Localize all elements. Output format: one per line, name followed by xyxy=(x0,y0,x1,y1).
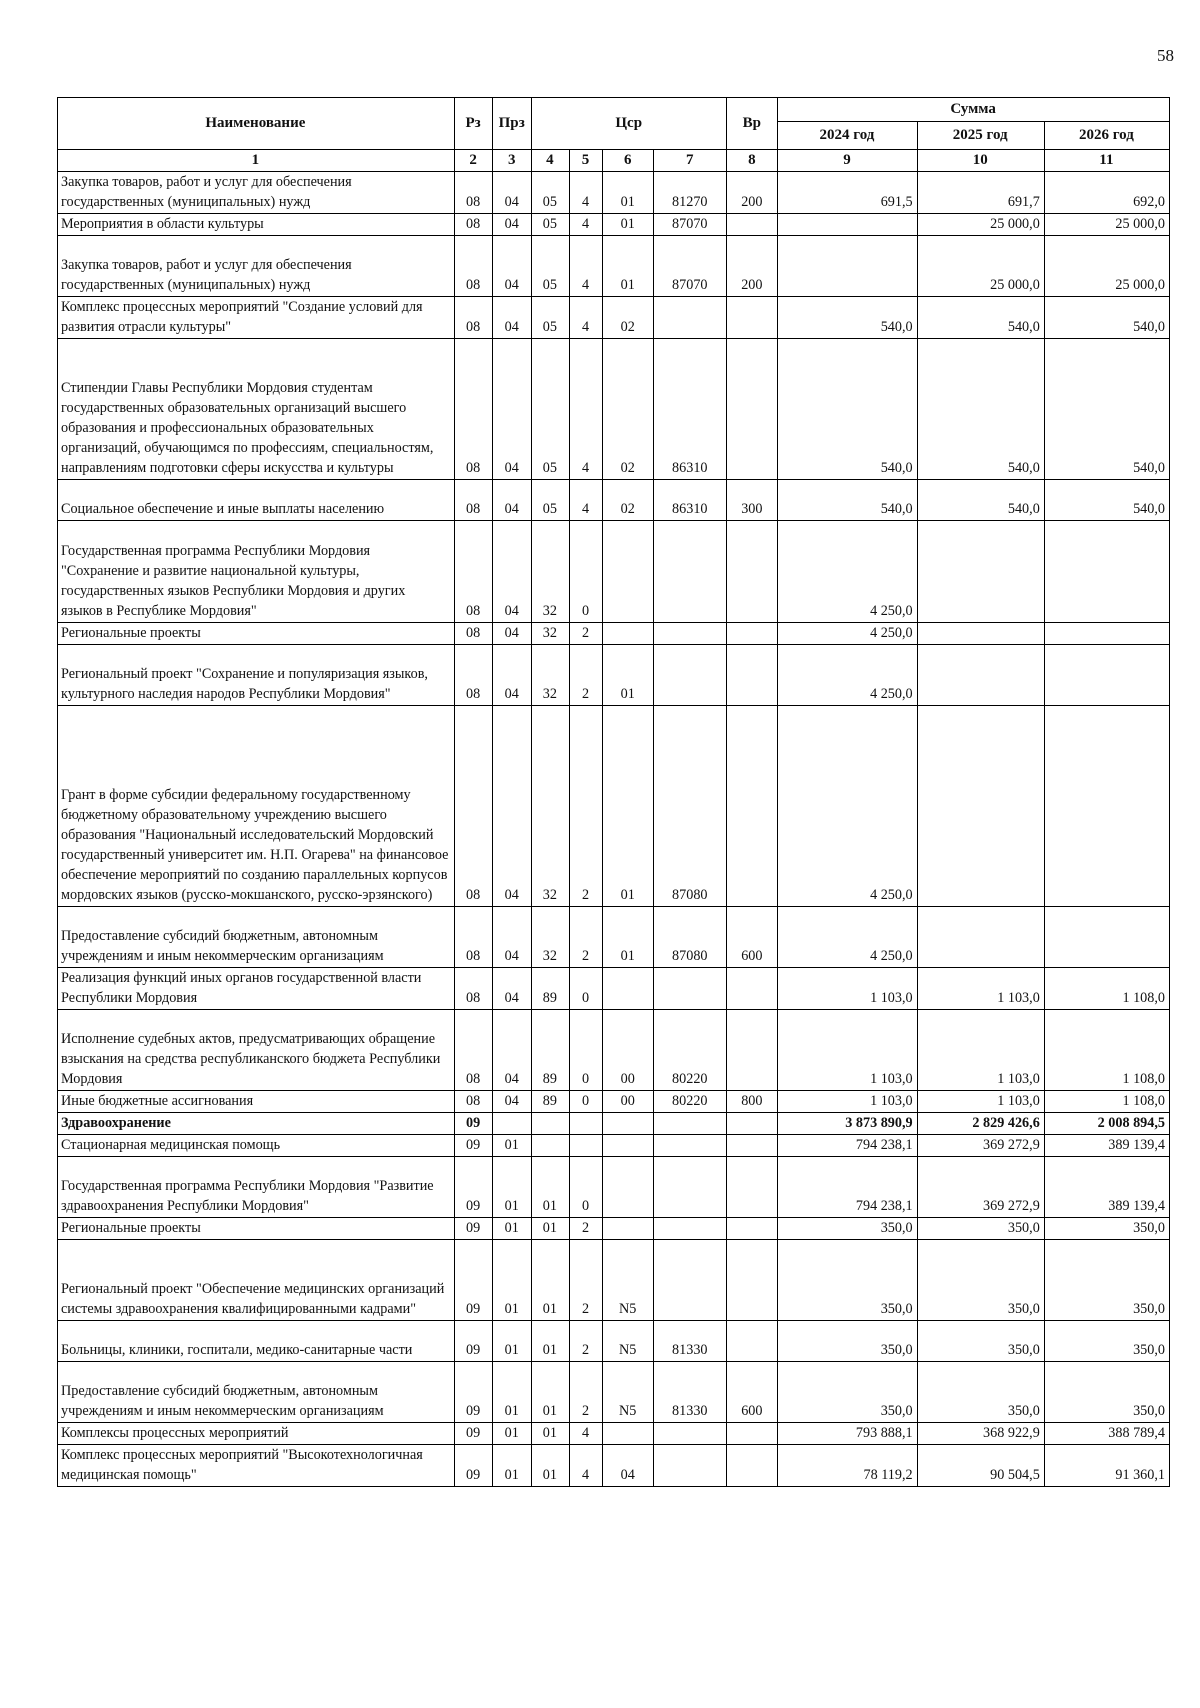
table-row xyxy=(58,339,1170,480)
row-sum-2024: 350,0 xyxy=(778,1321,917,1362)
row-sum-2025 xyxy=(917,706,1044,907)
row-prz: 04 xyxy=(493,1091,532,1113)
column-number-row xyxy=(58,150,1170,172)
row-name: Региональный проект "Сохранение и популяризация языков, культурного наследия народов Республики Мордовия" xyxy=(58,645,455,706)
row-sum-2026: 1 108,0 xyxy=(1044,1091,1169,1113)
row-name: Государственная программа Республики Мордовия "Сохранение и развитие национальной культуры, государственных языков Республики Мордовия и других языков в Республике Мордовия" xyxy=(58,521,455,623)
row-csr-direction xyxy=(654,1240,727,1321)
row-csr-complex: 02 xyxy=(603,339,654,480)
row-csr-complex: 00 xyxy=(603,1010,654,1091)
row-sum-2025: 350,0 xyxy=(917,1362,1044,1423)
row-rz: 08 xyxy=(454,623,493,645)
row-sum-2025 xyxy=(917,645,1044,706)
row-csr-type: 4 xyxy=(569,236,603,297)
row-rz: 08 xyxy=(454,521,493,623)
row-name: Региональный проект "Обеспечение медицинских организаций системы здравоохранения квалифицированными кадрами" xyxy=(58,1240,455,1321)
row-prz: 04 xyxy=(493,645,532,706)
column-number: 3 xyxy=(493,150,532,172)
row-csr-program: 01 xyxy=(532,1321,570,1362)
row-csr-complex xyxy=(603,1113,654,1135)
row-csr-type: 2 xyxy=(569,1240,603,1321)
row-rz: 09 xyxy=(454,1135,493,1157)
row-csr-direction xyxy=(654,1113,727,1135)
row-sum-2024: 350,0 xyxy=(778,1240,917,1321)
column-number: 11 xyxy=(1044,150,1169,172)
row-sum-2024: 540,0 xyxy=(778,339,917,480)
row-vr xyxy=(727,1010,778,1091)
row-name: Стационарная медицинская помощь xyxy=(58,1135,455,1157)
column-number: 5 xyxy=(569,150,603,172)
row-sum-2025 xyxy=(917,623,1044,645)
row-sum-2024 xyxy=(778,236,917,297)
row-vr xyxy=(727,214,778,236)
row-csr-program: 32 xyxy=(532,521,570,623)
row-prz: 01 xyxy=(493,1240,532,1321)
row-name: Закупка товаров, работ и услуг для обеспечения государственных (муниципальных) нужд xyxy=(58,236,455,297)
row-csr-direction: 87070 xyxy=(654,214,727,236)
row-prz: 01 xyxy=(493,1321,532,1362)
row-csr-complex: 00 xyxy=(603,1091,654,1113)
row-rz: 09 xyxy=(454,1240,493,1321)
row-rz: 08 xyxy=(454,706,493,907)
row-csr-type: 4 xyxy=(569,480,603,521)
row-vr xyxy=(727,521,778,623)
row-sum-2025: 90 504,5 xyxy=(917,1445,1044,1487)
row-csr-complex: 01 xyxy=(603,907,654,968)
row-vr xyxy=(727,1321,778,1362)
row-sum-2024: 793 888,1 xyxy=(778,1423,917,1445)
row-csr-type: 2 xyxy=(569,907,603,968)
row-sum-2025: 1 103,0 xyxy=(917,1091,1044,1113)
row-csr-direction: 80220 xyxy=(654,1091,727,1113)
row-prz xyxy=(493,1113,532,1135)
row-csr-program: 32 xyxy=(532,706,570,907)
row-name: Комплекс процессных мероприятий "Высокотехнологичная медицинская помощь" xyxy=(58,1445,455,1487)
row-rz: 09 xyxy=(454,1218,493,1240)
table-row xyxy=(58,236,1170,297)
row-sum-2025: 350,0 xyxy=(917,1218,1044,1240)
row-csr-program: 32 xyxy=(532,907,570,968)
row-name: Закупка товаров, работ и услуг для обеспечения государственных (муниципальных) нужд xyxy=(58,172,455,214)
table-row xyxy=(58,968,1170,1010)
row-sum-2026: 350,0 xyxy=(1044,1240,1169,1321)
row-rz: 08 xyxy=(454,236,493,297)
table-row xyxy=(58,706,1170,907)
row-csr-direction: 86310 xyxy=(654,339,727,480)
row-prz: 04 xyxy=(493,214,532,236)
row-name: Региональные проекты xyxy=(58,1218,455,1240)
row-csr-program: 32 xyxy=(532,645,570,706)
row-sum-2024: 4 250,0 xyxy=(778,706,917,907)
row-sum-2026: 389 139,4 xyxy=(1044,1135,1169,1157)
row-name: Предоставление субсидий бюджетным, автономным учреждениям и иным некоммерческим организациям xyxy=(58,907,455,968)
row-sum-2026: 1 108,0 xyxy=(1044,1010,1169,1091)
row-csr-program: 05 xyxy=(532,339,570,480)
row-csr-program: 05 xyxy=(532,236,570,297)
row-csr-type: 2 xyxy=(569,706,603,907)
row-sum-2024: 4 250,0 xyxy=(778,645,917,706)
table-row xyxy=(58,1321,1170,1362)
row-sum-2025: 2 829 426,6 xyxy=(917,1113,1044,1135)
row-sum-2026: 350,0 xyxy=(1044,1321,1169,1362)
header-vr: Вр xyxy=(727,98,778,150)
row-prz: 01 xyxy=(493,1135,532,1157)
row-vr xyxy=(727,968,778,1010)
row-sum-2025: 540,0 xyxy=(917,339,1044,480)
row-rz: 08 xyxy=(454,1010,493,1091)
row-sum-2026: 692,0 xyxy=(1044,172,1169,214)
row-csr-complex xyxy=(603,521,654,623)
row-prz: 04 xyxy=(493,623,532,645)
row-sum-2024: 691,5 xyxy=(778,172,917,214)
row-csr-type xyxy=(569,1113,603,1135)
row-csr-type: 2 xyxy=(569,1218,603,1240)
row-csr-type: 4 xyxy=(569,339,603,480)
table-row xyxy=(58,1113,1170,1135)
row-csr-program: 01 xyxy=(532,1445,570,1487)
row-sum-2026: 25 000,0 xyxy=(1044,236,1169,297)
row-csr-program: 05 xyxy=(532,297,570,339)
table-row xyxy=(58,1445,1170,1487)
table-row xyxy=(58,907,1170,968)
row-rz: 09 xyxy=(454,1321,493,1362)
column-number: 9 xyxy=(778,150,917,172)
row-name: Региональные проекты xyxy=(58,623,455,645)
row-rz: 08 xyxy=(454,907,493,968)
row-name: Государственная программа Республики Мордовия "Развитие здравоохранения Республики Мордовия" xyxy=(58,1157,455,1218)
row-vr: 600 xyxy=(727,1362,778,1423)
row-csr-type xyxy=(569,1135,603,1157)
row-name: Комплексы процессных мероприятий xyxy=(58,1423,455,1445)
row-sum-2025: 691,7 xyxy=(917,172,1044,214)
row-prz: 04 xyxy=(493,706,532,907)
row-sum-2025: 369 272,9 xyxy=(917,1135,1044,1157)
row-csr-direction: 87080 xyxy=(654,907,727,968)
row-csr-direction xyxy=(654,1135,727,1157)
row-csr-direction: 87070 xyxy=(654,236,727,297)
row-csr-complex: 01 xyxy=(603,236,654,297)
column-number: 4 xyxy=(532,150,570,172)
row-sum-2026: 350,0 xyxy=(1044,1218,1169,1240)
row-prz: 01 xyxy=(493,1218,532,1240)
row-sum-2024: 3 873 890,9 xyxy=(778,1113,917,1135)
row-csr-program: 05 xyxy=(532,480,570,521)
row-sum-2026: 2 008 894,5 xyxy=(1044,1113,1169,1135)
row-csr-complex: 04 xyxy=(603,1445,654,1487)
table-row xyxy=(58,1218,1170,1240)
row-csr-type: 2 xyxy=(569,1321,603,1362)
row-prz: 01 xyxy=(493,1157,532,1218)
row-csr-complex: N5 xyxy=(603,1240,654,1321)
row-csr-program xyxy=(532,1113,570,1135)
row-rz: 08 xyxy=(454,480,493,521)
row-rz: 08 xyxy=(454,339,493,480)
row-csr-program: 89 xyxy=(532,968,570,1010)
row-name: Социальное обеспечение и иные выплаты населению xyxy=(58,480,455,521)
row-sum-2024: 350,0 xyxy=(778,1362,917,1423)
page-number: 58 xyxy=(1157,46,1174,65)
row-rz: 08 xyxy=(454,1091,493,1113)
row-csr-complex xyxy=(603,1157,654,1218)
row-csr-type: 0 xyxy=(569,968,603,1010)
row-csr-program: 01 xyxy=(532,1157,570,1218)
row-vr xyxy=(727,1135,778,1157)
table-row xyxy=(58,1240,1170,1321)
row-csr-direction xyxy=(654,521,727,623)
row-vr: 600 xyxy=(727,907,778,968)
row-csr-direction xyxy=(654,1218,727,1240)
row-name: Здравоохранение xyxy=(58,1113,455,1135)
row-sum-2024: 1 103,0 xyxy=(778,1010,917,1091)
row-csr-direction: 86310 xyxy=(654,480,727,521)
row-sum-2026: 388 789,4 xyxy=(1044,1423,1169,1445)
row-sum-2026: 389 139,4 xyxy=(1044,1157,1169,1218)
row-csr-program: 01 xyxy=(532,1423,570,1445)
row-csr-complex xyxy=(603,1423,654,1445)
table-row xyxy=(58,1135,1170,1157)
table-row xyxy=(58,1010,1170,1091)
row-vr xyxy=(727,623,778,645)
column-number: 8 xyxy=(727,150,778,172)
row-sum-2025: 540,0 xyxy=(917,480,1044,521)
row-csr-program: 01 xyxy=(532,1362,570,1423)
row-csr-direction: 81330 xyxy=(654,1362,727,1423)
row-rz: 09 xyxy=(454,1362,493,1423)
row-rz: 08 xyxy=(454,172,493,214)
row-sum-2025 xyxy=(917,907,1044,968)
row-name: Предоставление субсидий бюджетным, автономным учреждениям и иным некоммерческим организациям xyxy=(58,1362,455,1423)
row-csr-direction xyxy=(654,1445,727,1487)
row-csr-direction: 87080 xyxy=(654,706,727,907)
row-csr-type: 2 xyxy=(569,1362,603,1423)
row-prz: 04 xyxy=(493,907,532,968)
row-csr-complex xyxy=(603,623,654,645)
table-row xyxy=(58,1091,1170,1113)
header-prz: Прз xyxy=(493,98,532,150)
table-row xyxy=(58,214,1170,236)
row-vr xyxy=(727,339,778,480)
row-csr-complex: 02 xyxy=(603,297,654,339)
row-sum-2024: 1 103,0 xyxy=(778,1091,917,1113)
table-row xyxy=(58,623,1170,645)
row-sum-2025: 25 000,0 xyxy=(917,236,1044,297)
row-csr-program: 32 xyxy=(532,623,570,645)
row-sum-2026 xyxy=(1044,645,1169,706)
column-number: 6 xyxy=(603,150,654,172)
row-vr xyxy=(727,645,778,706)
header-year-2025: 2025 год xyxy=(917,122,1044,150)
header-year-2026: 2026 год xyxy=(1044,122,1169,150)
row-csr-direction: 81330 xyxy=(654,1321,727,1362)
row-prz: 04 xyxy=(493,297,532,339)
row-rz: 09 xyxy=(454,1423,493,1445)
row-csr-program: 89 xyxy=(532,1010,570,1091)
row-csr-type: 2 xyxy=(569,645,603,706)
row-name: Исполнение судебных актов, предусматривающих обращение взыскания на средства республиканского бюджета Республики Мордовия xyxy=(58,1010,455,1091)
row-prz: 01 xyxy=(493,1362,532,1423)
row-csr-type: 2 xyxy=(569,623,603,645)
column-number: 10 xyxy=(917,150,1044,172)
table-row xyxy=(58,297,1170,339)
row-vr xyxy=(727,1445,778,1487)
row-name: Иные бюджетные ассигнования xyxy=(58,1091,455,1113)
row-csr-direction xyxy=(654,623,727,645)
row-csr-complex: 01 xyxy=(603,706,654,907)
row-sum-2026 xyxy=(1044,907,1169,968)
row-prz: 04 xyxy=(493,968,532,1010)
row-sum-2026 xyxy=(1044,706,1169,907)
row-sum-2026: 91 360,1 xyxy=(1044,1445,1169,1487)
table-row xyxy=(58,172,1170,214)
row-prz: 04 xyxy=(493,236,532,297)
table-row xyxy=(58,1157,1170,1218)
row-sum-2026 xyxy=(1044,521,1169,623)
row-sum-2024: 4 250,0 xyxy=(778,907,917,968)
row-name: Стипендии Главы Республики Мордовия студентам государственных образовательных организаций высшего образования и профессиональных образовательных организаций, обучающимся по профессиям, специальностям, направлениям подготовки сферы искусства и культуры xyxy=(58,339,455,480)
row-name: Грант в форме субсидии федеральному государственному бюджетному образовательному учреждению высшего образования "Национальный исследовательский Мордовский государственный университет им. Н.П. Огарева" на финансовое обеспечение мероприятий по созданию параллельных корпусов мордовских языков (русско-мокшанского, русско-эрзянского) xyxy=(58,706,455,907)
row-csr-complex: N5 xyxy=(603,1321,654,1362)
header-rz: Рз xyxy=(454,98,493,150)
row-sum-2024: 540,0 xyxy=(778,480,917,521)
row-csr-complex xyxy=(603,968,654,1010)
row-vr xyxy=(727,1113,778,1135)
row-csr-complex xyxy=(603,1218,654,1240)
row-vr xyxy=(727,297,778,339)
row-rz: 09 xyxy=(454,1445,493,1487)
row-prz: 04 xyxy=(493,480,532,521)
row-csr-program xyxy=(532,1135,570,1157)
row-vr: 800 xyxy=(727,1091,778,1113)
row-sum-2025: 368 922,9 xyxy=(917,1423,1044,1445)
row-name: Комплекс процессных мероприятий "Создание условий для развития отрасли культуры" xyxy=(58,297,455,339)
row-csr-complex: N5 xyxy=(603,1362,654,1423)
table-row xyxy=(58,1362,1170,1423)
row-sum-2026 xyxy=(1044,623,1169,645)
row-sum-2026: 540,0 xyxy=(1044,480,1169,521)
row-csr-direction xyxy=(654,968,727,1010)
table-row xyxy=(58,645,1170,706)
row-sum-2024 xyxy=(778,214,917,236)
table-row xyxy=(58,521,1170,623)
row-prz: 04 xyxy=(493,339,532,480)
row-csr-direction xyxy=(654,645,727,706)
row-sum-2025: 350,0 xyxy=(917,1240,1044,1321)
row-sum-2024: 540,0 xyxy=(778,297,917,339)
row-csr-complex: 01 xyxy=(603,172,654,214)
row-csr-type: 0 xyxy=(569,1157,603,1218)
row-name: Больницы, клиники, госпитали, медико-санитарные части xyxy=(58,1321,455,1362)
row-sum-2024: 1 103,0 xyxy=(778,968,917,1010)
row-sum-2025: 540,0 xyxy=(917,297,1044,339)
row-sum-2024: 350,0 xyxy=(778,1218,917,1240)
row-vr: 200 xyxy=(727,172,778,214)
row-vr: 200 xyxy=(727,236,778,297)
header-year-2024: 2024 год xyxy=(778,122,917,150)
row-sum-2026: 350,0 xyxy=(1044,1362,1169,1423)
row-vr: 300 xyxy=(727,480,778,521)
column-number: 1 xyxy=(58,150,455,172)
table-row xyxy=(58,480,1170,521)
row-sum-2025 xyxy=(917,521,1044,623)
row-csr-type: 0 xyxy=(569,521,603,623)
header-csr: Цср xyxy=(532,98,727,150)
row-csr-type: 4 xyxy=(569,172,603,214)
row-prz: 04 xyxy=(493,172,532,214)
row-vr xyxy=(727,706,778,907)
row-rz: 08 xyxy=(454,297,493,339)
row-csr-direction: 80220 xyxy=(654,1010,727,1091)
row-prz: 01 xyxy=(493,1423,532,1445)
row-rz: 08 xyxy=(454,645,493,706)
row-csr-complex: 02 xyxy=(603,480,654,521)
row-vr xyxy=(727,1157,778,1218)
row-csr-direction xyxy=(654,1157,727,1218)
row-csr-program: 89 xyxy=(532,1091,570,1113)
row-csr-type: 0 xyxy=(569,1091,603,1113)
row-sum-2024: 4 250,0 xyxy=(778,521,917,623)
row-csr-direction xyxy=(654,1423,727,1445)
row-csr-complex: 01 xyxy=(603,214,654,236)
row-name: Реализация функций иных органов государственной власти Республики Мордовия xyxy=(58,968,455,1010)
row-sum-2026: 540,0 xyxy=(1044,297,1169,339)
row-vr xyxy=(727,1423,778,1445)
row-csr-direction: 81270 xyxy=(654,172,727,214)
column-number: 2 xyxy=(454,150,493,172)
header-sum: Сумма xyxy=(778,98,1170,122)
row-prz: 04 xyxy=(493,1010,532,1091)
row-sum-2026: 540,0 xyxy=(1044,339,1169,480)
row-sum-2024: 78 119,2 xyxy=(778,1445,917,1487)
row-csr-type: 0 xyxy=(569,1010,603,1091)
row-sum-2025: 1 103,0 xyxy=(917,1010,1044,1091)
row-name: Мероприятия в области культуры xyxy=(58,214,455,236)
row-csr-complex xyxy=(603,1135,654,1157)
row-csr-complex: 01 xyxy=(603,645,654,706)
row-sum-2025: 1 103,0 xyxy=(917,968,1044,1010)
row-vr xyxy=(727,1218,778,1240)
row-csr-type: 4 xyxy=(569,1423,603,1445)
row-prz: 01 xyxy=(493,1445,532,1487)
row-rz: 09 xyxy=(454,1113,493,1135)
row-sum-2026: 25 000,0 xyxy=(1044,214,1169,236)
row-rz: 09 xyxy=(454,1157,493,1218)
row-vr xyxy=(727,1240,778,1321)
row-csr-program: 05 xyxy=(532,172,570,214)
row-csr-direction xyxy=(654,297,727,339)
row-sum-2026: 1 108,0 xyxy=(1044,968,1169,1010)
row-csr-program: 05 xyxy=(532,214,570,236)
budget-table xyxy=(57,97,1170,1487)
row-sum-2024: 794 238,1 xyxy=(778,1135,917,1157)
row-csr-type: 4 xyxy=(569,297,603,339)
column-number: 7 xyxy=(654,150,727,172)
row-sum-2024: 794 238,1 xyxy=(778,1157,917,1218)
row-sum-2025: 25 000,0 xyxy=(917,214,1044,236)
header-name: Наименование xyxy=(58,98,455,150)
row-csr-type: 4 xyxy=(569,1445,603,1487)
row-prz: 04 xyxy=(493,521,532,623)
row-rz: 08 xyxy=(454,214,493,236)
table-row xyxy=(58,1423,1170,1445)
row-csr-type: 4 xyxy=(569,214,603,236)
row-sum-2024: 4 250,0 xyxy=(778,623,917,645)
row-rz: 08 xyxy=(454,968,493,1010)
row-sum-2025: 369 272,9 xyxy=(917,1157,1044,1218)
row-csr-program: 01 xyxy=(532,1240,570,1321)
row-sum-2025: 350,0 xyxy=(917,1321,1044,1362)
row-csr-program: 01 xyxy=(532,1218,570,1240)
